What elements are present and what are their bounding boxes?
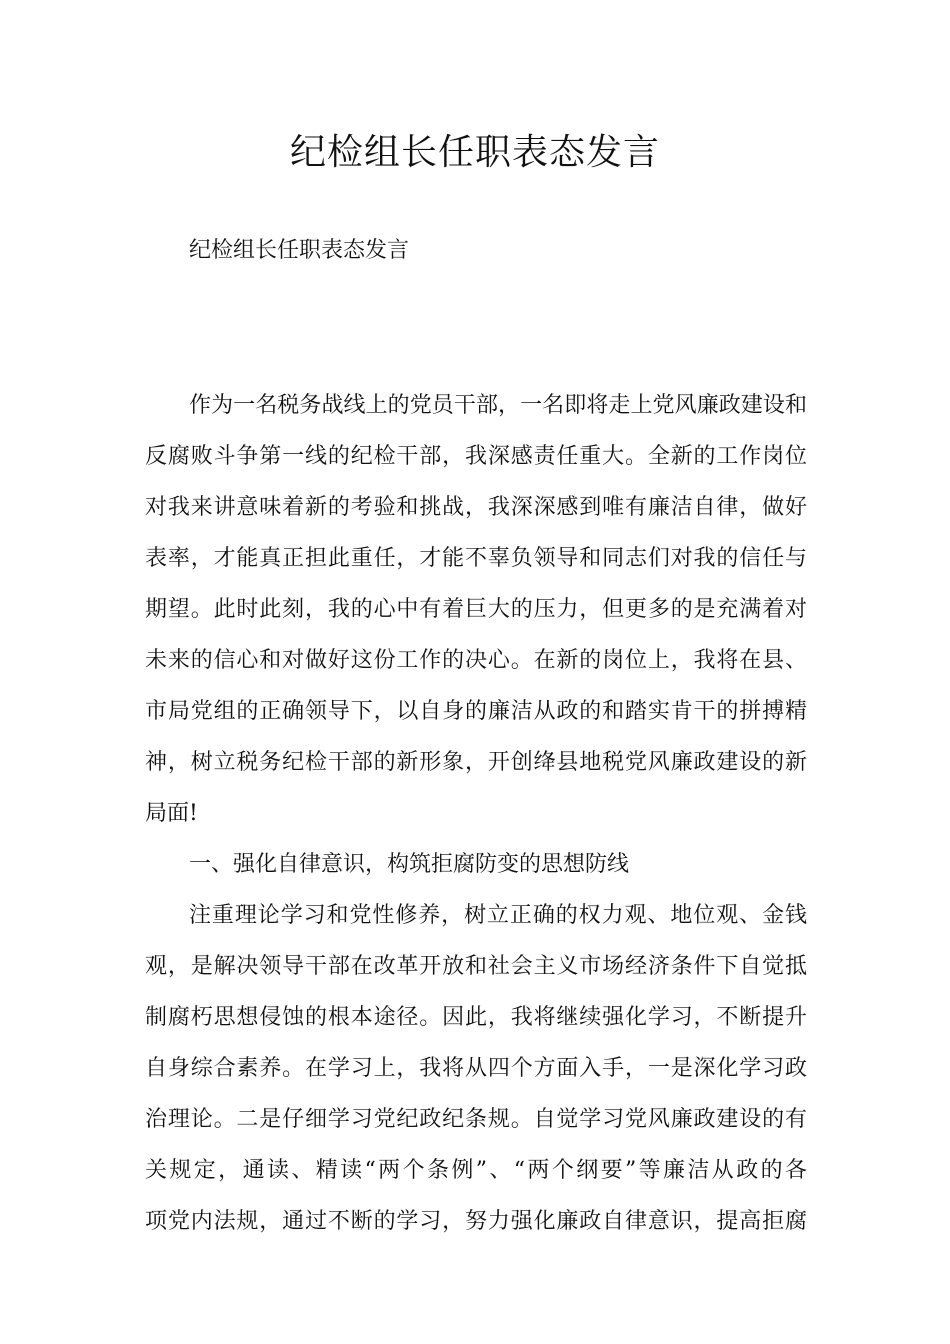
paragraph-line: 表率，才能真正担此重任，才能不辜负领导和同志们对我的信任与 — [145, 546, 807, 571]
paragraph-line: 神，树立税务纪检干部的新形象，开创绛县地税党风廉政建设的新 — [145, 750, 807, 775]
section-heading: 一、强化自律意识，构筑拒腐防变的思想防线 — [189, 852, 630, 877]
paragraph-line: 观，是解决领导干部在改革开放和社会主义市场经济条件下自觉抵 — [145, 954, 807, 979]
paragraph-line: 对我来讲意味着新的考验和挑战，我深深感到唯有廉洁自律，做好 — [145, 495, 807, 520]
paragraph-line: 注重理论学习和党性修养，树立正确的权力观、地位观、金钱 — [189, 903, 807, 928]
paragraph-line: 项党内法规，通过不断的学习，努力强化廉政自律意识，提高拒腐 — [145, 1209, 807, 1234]
paragraph-line: 局面! — [145, 801, 198, 826]
paragraph-line: 反腐败斗争第一线的纪检干部，我深感责任重大。全新的工作岗位 — [145, 444, 807, 469]
paragraph-line: 治理论。二是仔细学习党纪政纪条规。自觉学习党风廉政建设的有 — [145, 1107, 807, 1132]
document-title: 纪检组长任职表态发言 — [289, 132, 660, 173]
paragraph-line: 自身综合素养。在学习上，我将从四个方面入手，一是深化学习政 — [145, 1056, 807, 1081]
document-subtitle: 纪检组长任职表态发言 — [189, 238, 410, 263]
paragraph-line: 关规定，通读、精读“两个条例”、“两个纲要”等廉洁从政的各 — [145, 1158, 807, 1183]
paragraph-line: 未来的信心和对做好这份工作的决心。在新的岗位上，我将在县、 — [145, 648, 807, 673]
paragraph-line: 期望。此时此刻，我的心中有着巨大的压力，但更多的是充满着对 — [145, 597, 807, 622]
document-body — [145, 380, 807, 1247]
paragraph-line: 作为一名税务战线上的党员干部，一名即将走上党风廉政建设和 — [189, 393, 807, 418]
paragraph-line: 制腐朽思想侵蚀的根本途径。因此，我将继续强化学习，不断提升 — [145, 1005, 807, 1030]
paragraph-line: 市局党组的正确领导下，以自身的廉洁从政的和踏实肯干的拼搏精 — [145, 699, 807, 724]
